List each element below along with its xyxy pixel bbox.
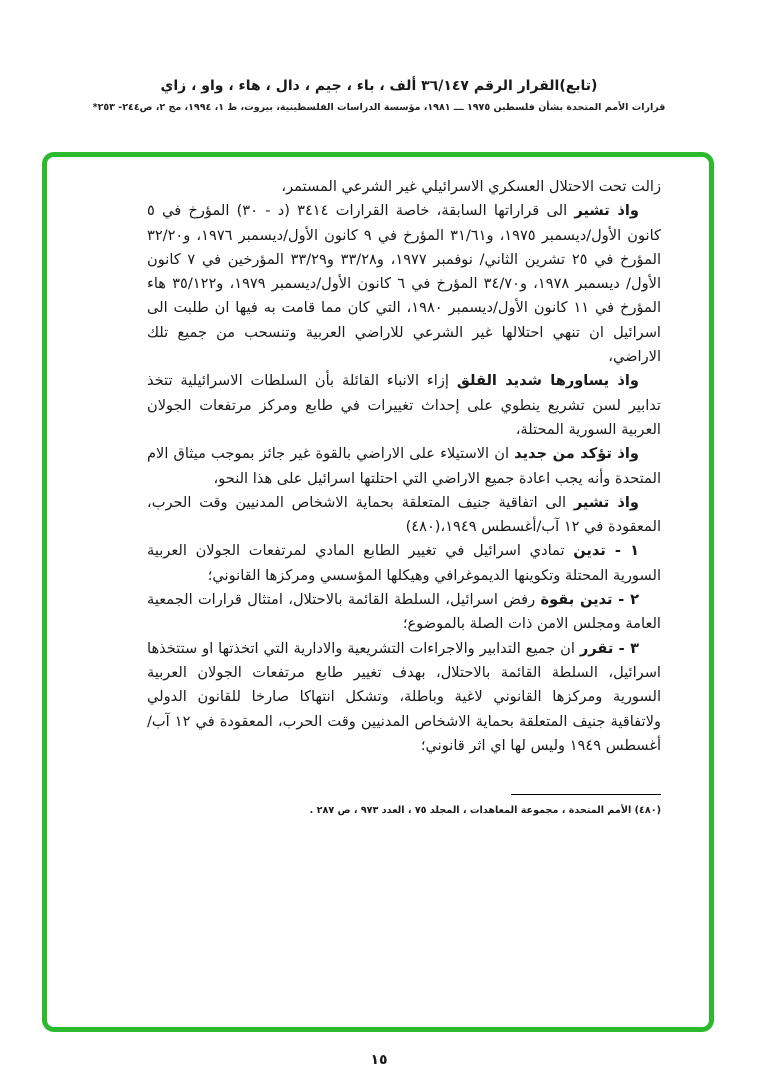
paragraph-text: الى اتفاقية جنيف المتعلقة بحماية الاشخاص المدنيين وقت الحرب، المعقودة في ١٢ آب/أغسطس ١٩٤٩،(٤٨٠) <box>147 493 661 536</box>
paragraph-lead: واذ تشير <box>574 202 639 220</box>
paragraph-text: إزاء الانباء القائلة بأن السلطات الاسرائيلية تتخذ تدابير لسن تشريع ينطوي على إحداث تغييرات في طابع ومركز مرتفعات الجولان العربية السورية المحتلة، <box>147 372 661 438</box>
paragraph-lead: ٣ - تقرر <box>579 639 640 657</box>
paragraph <box>147 588 661 637</box>
paragraph-lead: ٢ - تدين بقوة <box>540 591 639 609</box>
resolution-text <box>147 175 661 758</box>
paragraph <box>147 442 661 491</box>
paragraph <box>147 199 661 369</box>
paragraph <box>147 175 661 199</box>
footnote-divider <box>511 794 661 795</box>
paragraph-lead: ١ - تدين <box>573 542 640 560</box>
footnote-area <box>147 794 661 818</box>
paragraph-text: تمادي اسرائيل في تغيير الطابع المادي لمرتفعات الجولان العربية السورية المحتلة وتكوينها الديموغرافي وهيكلها المؤسسي ومركزها القانوني؛ <box>147 542 661 584</box>
document-header <box>0 78 758 113</box>
content-border-box <box>42 152 714 1032</box>
paragraph-text: ان جميع التدابير والاجراءات التشريعية والادارية التي اتخذتها او ستتخذها اسرائيل، السلطة القائمة بالاحتلال، بهدف تغيير طابع مرتفعات الجولان العربية السورية ومركزها القانوني لاغية وباطلة، وتشكل انتهاكا صارخا للقانون الدولي ولاتفاقية جنيف المتعلقة بحماية الاشخاص المدنيين وقت الحرب، المعقودة في ١٢ آب/أغسطس ١٩٤٩ وليس لها اي اثر قانوني؛ <box>147 639 661 754</box>
paragraph-text: رفض اسرائيل، السلطة القائمة بالاحتلال، امتثال قرارات الجمعية العامة ومجلس الامن ذات الصلة بالموضوع؛ <box>147 591 661 633</box>
document-title: (تابع)القرار الرقم ٣٦/١٤٧ ألف ، باء ، جيم ، دال ، هاء ، واو ، زاي <box>160 78 598 94</box>
paragraph <box>147 539 661 588</box>
paragraph-text: ان الاستيلاء على الاراضي بالقوة غير جائز بموجب ميثاق الام المتحدة وأنه يجب اعادة جميع الاراضي التي احتلتها اسرائيل على هذا النحو، <box>147 445 661 487</box>
page-number: ١٥ <box>370 1052 388 1068</box>
footnote-text: (٤٨٠) الأمم المتحدة ، مجموعة المعاهدات ، المجلد ٧٥ ، العدد ٩٧٣ ، ص ٢٨٧ . <box>309 805 661 817</box>
paragraph <box>147 637 661 758</box>
paragraph-text: زالت تحت الاحتلال العسكري الاسرائيلي غير الشرعي المستمر، <box>281 178 661 195</box>
paragraph <box>147 491 661 540</box>
paragraph-lead: واذ تؤكد من جديد <box>514 445 639 463</box>
paragraph-lead: واذ يساورها شديد القلق <box>456 372 639 390</box>
paragraph-lead: واذ تشير <box>573 493 639 511</box>
paragraph <box>147 369 661 442</box>
paragraph-text: الى قراراتها السابقة، خاصة القرارات ٣٤١٤ (د - ٣٠) المؤرخ في ٥ كانون الأول/ديسمبر ١٩٧٥، و٣١/٦١ المؤرخ في ٩ كانون الأول/ديسمبر ١٩٧٦، و٣٢/٢٠ المؤرخ في ٢٥ تشرين الثاني/ نوفمبر ١٩٧٧، و٣٣/٢٨ و٣٣/٢٩ المؤرخين في ٧ كانون الأول/ ديسمبر ١٩٧٨، و٣٤/٧٠ المؤرخ في ٦ كانون الأول/ديسمبر ١٩٧٩، و٣٥/١٢٢ هاء المؤرخ في ١١ كانون الأول/ديسمبر ١٩٨٠، التي كان مما قامت به فيها ان طلبت الى اسرائيل ان تنهي احتلالها غير الشرعي للاراضي العربية وتنسحب من جميع تلك الاراضي، <box>147 202 662 366</box>
document-source-line: قرارات الأمم المتحدة بشأن فلسطين ١٩٧٥ ـــ ١٩٨١، مؤسسة الدراسات الفلسطينية، بيروت، ط ١، ١٩٩٤، مج ٢، ص٢٤٤- ٢٥٣* <box>92 102 666 113</box>
